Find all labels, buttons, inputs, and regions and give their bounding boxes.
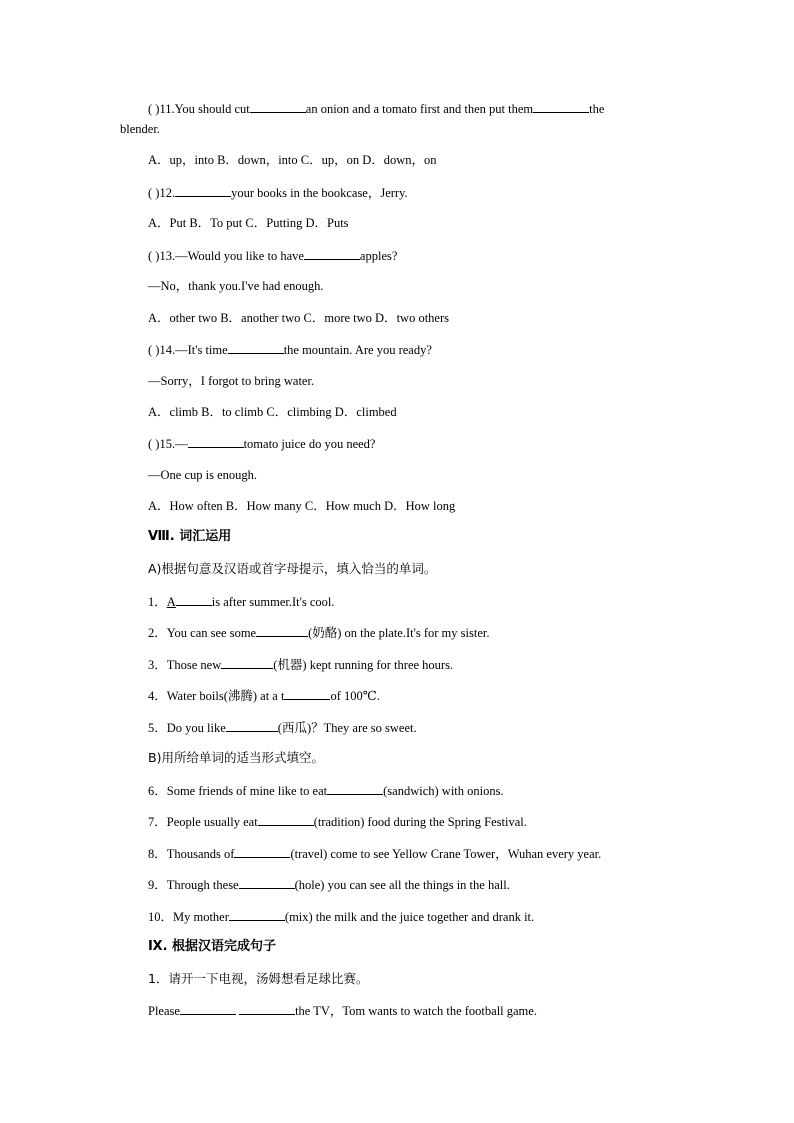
question-text: an onion and a tomato first and then put them <box>305 102 534 116</box>
question-text: the mountain. Are you ready? <box>283 343 432 357</box>
answer-blank[interactable] <box>256 624 308 637</box>
question-11 <box>148 100 604 117</box>
question-13-options: A．other two B．another two C．more two D．two others <box>148 311 450 325</box>
question-11-options: A．up，into B．down，into C．up，on D．down，on <box>148 153 437 167</box>
question-text: —Would you like to have <box>175 249 304 263</box>
answer-blank[interactable] <box>221 656 273 669</box>
hint-letter: A <box>166 595 176 609</box>
question-12 <box>148 184 408 201</box>
question-15 <box>148 435 375 452</box>
answer-blank[interactable] <box>180 1002 236 1015</box>
question-14 <box>148 341 432 358</box>
answer-blank[interactable] <box>533 100 589 113</box>
answer-blank[interactable] <box>258 813 314 826</box>
answer-paren: ( )13. <box>148 249 176 263</box>
answer-blank[interactable] <box>176 593 212 606</box>
answer-paren: ( )14. <box>148 343 176 357</box>
translation-item-1: Please the TV，Tom wants to watch the football game. <box>148 1004 537 1018</box>
answer-paren: ( )12. <box>148 186 176 200</box>
question-14-reply: —Sorry，I forgot to bring water. <box>148 374 315 388</box>
answer-blank[interactable] <box>234 845 290 858</box>
question-13-reply: —No，thank you.I've had enough. <box>148 279 324 293</box>
question-12-options: A．Put B．To put C．Putting D．Puts <box>148 216 349 230</box>
vocab-item-7: 7．People usually eat (tradition) food during the Spring Festival. <box>148 815 527 829</box>
question-text: tomato juice do you need? <box>243 437 376 451</box>
vocab-item-5: 5．Do you like (西瓜)？They are so sweet. <box>148 721 417 735</box>
part-b-instruction: B)用所给单词的适当形式填空。 <box>148 750 324 765</box>
part-a-instruction: A)根据句意及汉语或首字母提示，填入恰当的单词。 <box>148 561 437 576</box>
vocab-item-2: 2．You can see some (奶酪) on the plate.It's for my sister. <box>148 626 490 640</box>
question-11-continued: blender. <box>120 122 160 136</box>
question-15-reply: —One cup is enough. <box>148 468 258 482</box>
answer-blank[interactable] <box>226 719 278 732</box>
answer-blank[interactable] <box>188 435 244 448</box>
answer-blank[interactable] <box>228 341 284 354</box>
section-title: Ⅷ. 词汇运用 <box>148 529 232 544</box>
answer-paren: ( )11. <box>148 102 175 116</box>
section-title: Ⅸ. 根据汉语完成句子 <box>148 939 277 954</box>
question-13 <box>148 247 397 264</box>
vocab-item-9: 9．Through these (hole) you can see all the things in the hall. <box>148 878 510 892</box>
answer-paren: ( )15. <box>148 437 176 451</box>
answer-blank[interactable] <box>304 247 360 260</box>
answer-blank[interactable] <box>175 184 231 197</box>
vocab-item-8: 8．Thousands of (travel) come to see Yellow Crane Tower，Wuhan every year. <box>148 847 602 861</box>
vocab-item-4: 4．Water boils(沸腾) at a t of 100℃. <box>148 689 380 703</box>
vocab-item-10: 10．My mother (mix) the milk and the juice together and drank it. <box>148 910 535 924</box>
vocab-item-1: 1．A is after summer.It's cool. <box>148 595 335 609</box>
vocab-item-6: 6．Some friends of mine like to eat (sandwich) with onions. <box>148 784 504 798</box>
question-text: the <box>589 102 605 116</box>
translation-item-1-chinese: 1．请开一下电视，汤姆想看足球比赛。 <box>148 971 369 986</box>
answer-blank[interactable] <box>327 782 383 795</box>
question-text: apples? <box>359 249 398 263</box>
question-text: your books in the bookcase，Jerry. <box>231 186 408 200</box>
question-text: You should cut <box>174 102 250 116</box>
question-text: — <box>175 437 188 451</box>
answer-blank[interactable] <box>239 1002 295 1015</box>
answer-blank[interactable] <box>284 687 330 700</box>
question-text: —It's time <box>175 343 228 357</box>
question-14-options: A．climb B．to climb C．climbing D．climbed <box>148 405 397 419</box>
question-15-options: A．How often B．How many C．How much D．How long <box>148 499 456 513</box>
answer-blank[interactable] <box>239 876 295 889</box>
vocab-item-3: 3．Those new (机器) kept running for three hours. <box>148 658 454 672</box>
answer-blank[interactable] <box>250 100 306 113</box>
answer-blank[interactable] <box>229 908 285 921</box>
